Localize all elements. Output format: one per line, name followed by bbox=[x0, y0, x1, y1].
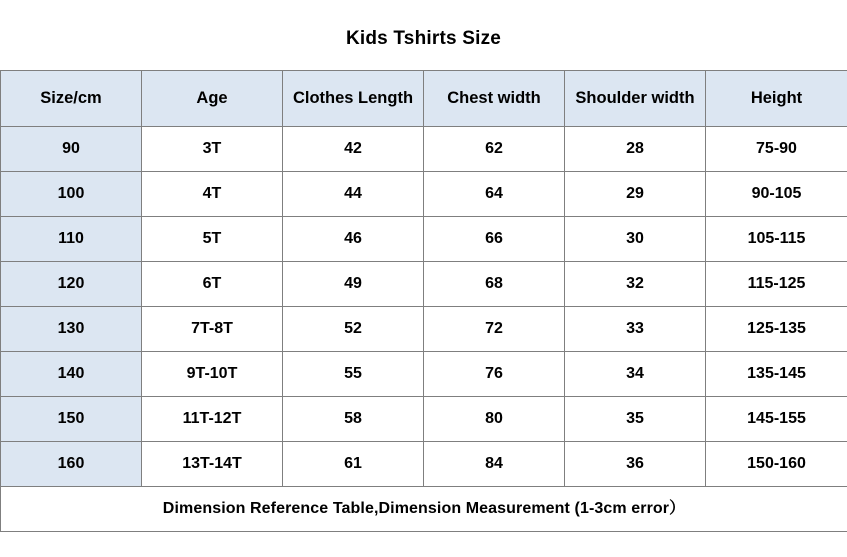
cell-clothes-length: 44 bbox=[283, 172, 424, 217]
table-row bbox=[1, 217, 847, 262]
cell-clothes-length: 49 bbox=[283, 262, 424, 307]
cell-chest-width: 72 bbox=[424, 307, 565, 352]
cell-height: 105-115 bbox=[706, 217, 847, 262]
column-header-age: Age bbox=[142, 71, 283, 127]
cell-chest-width: 64 bbox=[424, 172, 565, 217]
cell-chest-width: 76 bbox=[424, 352, 565, 397]
cell-clothes-length: 58 bbox=[283, 397, 424, 442]
cell-height: 135-145 bbox=[706, 352, 847, 397]
cell-chest-width: 62 bbox=[424, 127, 565, 172]
cell-size: 120 bbox=[1, 262, 142, 307]
cell-age: 5T bbox=[142, 217, 283, 262]
cell-height: 125-135 bbox=[706, 307, 847, 352]
column-header-clothes-length: Clothes Length bbox=[283, 71, 424, 127]
table-row bbox=[1, 172, 847, 217]
cell-shoulder-width: 29 bbox=[565, 172, 706, 217]
table-row bbox=[1, 262, 847, 307]
cell-chest-width: 84 bbox=[424, 442, 565, 487]
cell-chest-width: 66 bbox=[424, 217, 565, 262]
cell-shoulder-width: 30 bbox=[565, 217, 706, 262]
cell-height: 115-125 bbox=[706, 262, 847, 307]
cell-age: 3T bbox=[142, 127, 283, 172]
cell-shoulder-width: 28 bbox=[565, 127, 706, 172]
page-title: Kids Tshirts Size bbox=[345, 28, 502, 49]
footer-note: Dimension Reference Table,Dimension Measurement (1-3cm error） bbox=[1, 487, 847, 532]
table-header-row bbox=[1, 71, 847, 127]
cell-height: 145-155 bbox=[706, 397, 847, 442]
cell-shoulder-width: 36 bbox=[565, 442, 706, 487]
cell-size: 140 bbox=[1, 352, 142, 397]
table-row bbox=[1, 127, 847, 172]
column-header-height: Height bbox=[706, 71, 847, 127]
table-footer-row bbox=[1, 487, 847, 532]
cell-clothes-length: 55 bbox=[283, 352, 424, 397]
table-body bbox=[1, 127, 847, 532]
cell-age: 4T bbox=[142, 172, 283, 217]
cell-chest-width: 80 bbox=[424, 397, 565, 442]
cell-age: 11T-12T bbox=[142, 397, 283, 442]
cell-shoulder-width: 35 bbox=[565, 397, 706, 442]
cell-shoulder-width: 32 bbox=[565, 262, 706, 307]
cell-height: 90-105 bbox=[706, 172, 847, 217]
cell-shoulder-width: 33 bbox=[565, 307, 706, 352]
cell-size: 90 bbox=[1, 127, 142, 172]
table-row bbox=[1, 442, 847, 487]
table-header bbox=[1, 71, 847, 127]
cell-age: 13T-14T bbox=[142, 442, 283, 487]
cell-chest-width: 68 bbox=[424, 262, 565, 307]
cell-size: 110 bbox=[1, 217, 142, 262]
cell-clothes-length: 61 bbox=[283, 442, 424, 487]
cell-clothes-length: 52 bbox=[283, 307, 424, 352]
cell-height: 150-160 bbox=[706, 442, 847, 487]
table-row bbox=[1, 397, 847, 442]
table-row bbox=[1, 352, 847, 397]
size-table bbox=[0, 70, 847, 532]
column-header-shoulder-width: Shoulder width bbox=[565, 71, 706, 127]
column-header-chest-width: Chest width bbox=[424, 71, 565, 127]
cell-size: 130 bbox=[1, 307, 142, 352]
cell-clothes-length: 42 bbox=[283, 127, 424, 172]
cell-clothes-length: 46 bbox=[283, 217, 424, 262]
cell-size: 160 bbox=[1, 442, 142, 487]
cell-age: 6T bbox=[142, 262, 283, 307]
cell-size: 150 bbox=[1, 397, 142, 442]
cell-height: 75-90 bbox=[706, 127, 847, 172]
cell-age: 7T-8T bbox=[142, 307, 283, 352]
cell-size: 100 bbox=[1, 172, 142, 217]
table-row bbox=[1, 307, 847, 352]
column-header-size: Size/cm bbox=[1, 71, 142, 127]
cell-shoulder-width: 34 bbox=[565, 352, 706, 397]
cell-age: 9T-10T bbox=[142, 352, 283, 397]
